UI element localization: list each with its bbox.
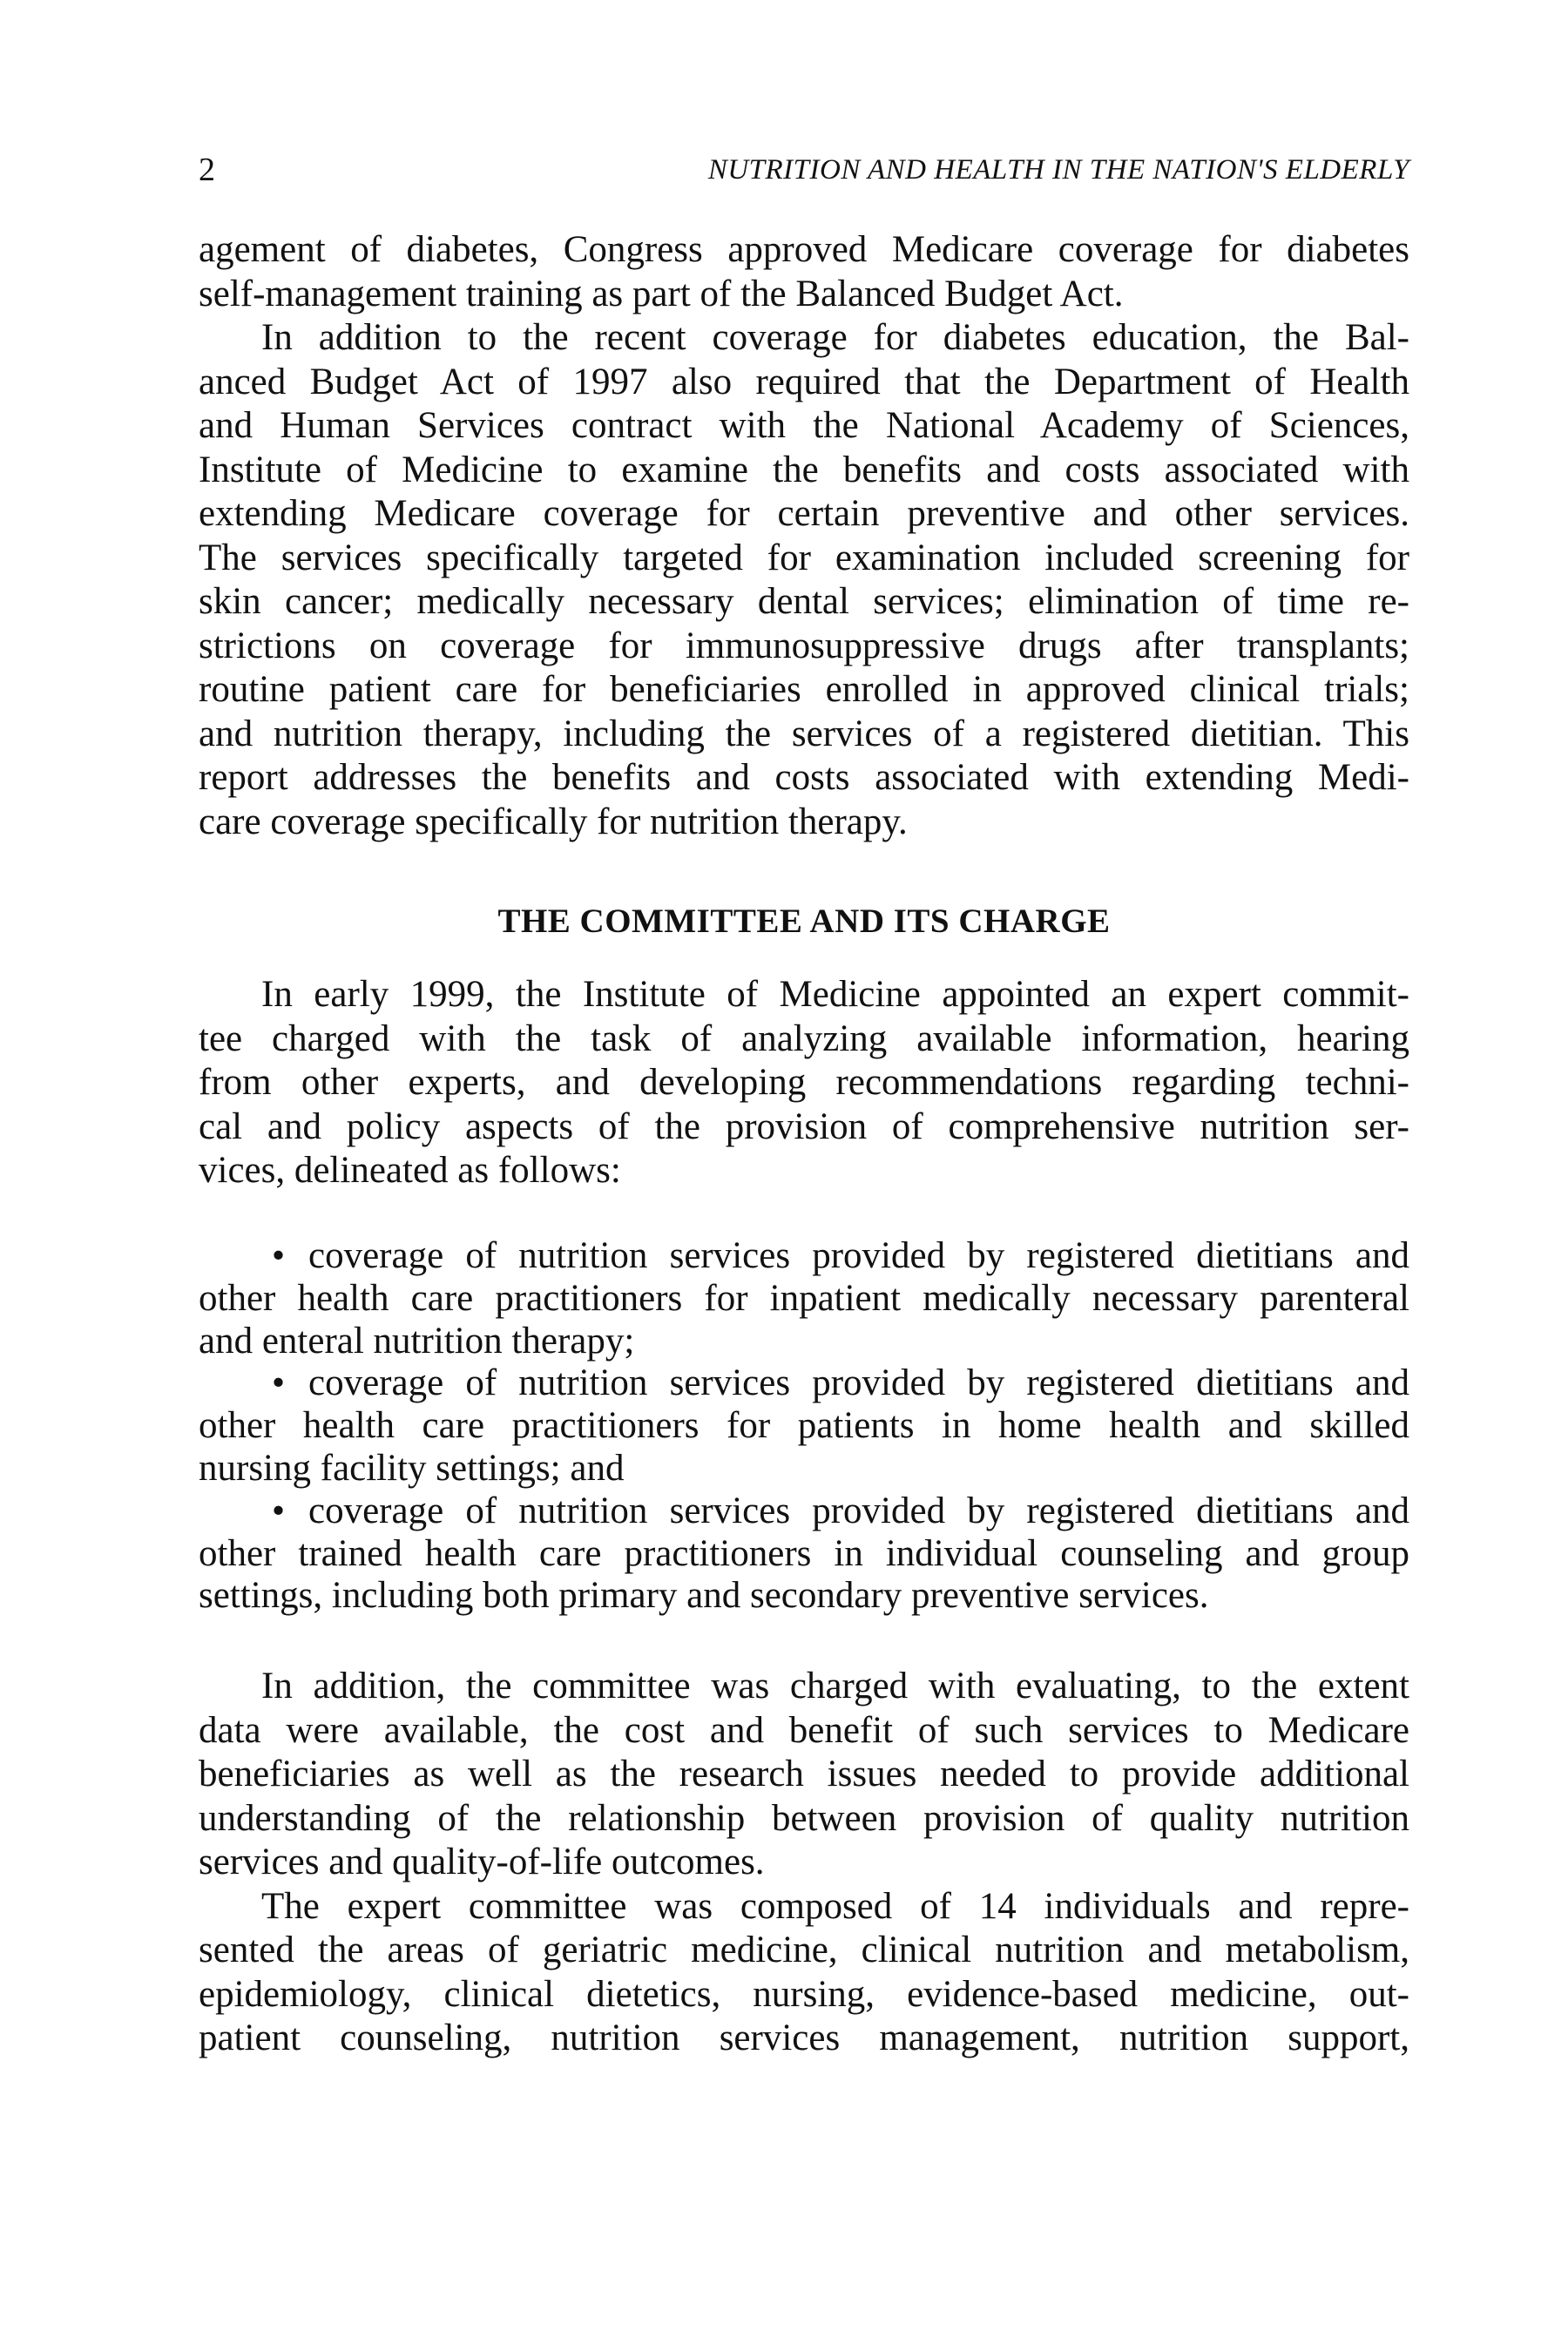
text-line: coverage of nutrition services provided by registered dietitians and xyxy=(308,1490,1409,1531)
bullet-icon: • xyxy=(272,1362,286,1404)
bullet-icon: • xyxy=(272,1490,286,1531)
text-line: and enteral nutrition therapy; xyxy=(199,1320,635,1362)
text-line: patient counseling, nutrition services management, nutrition support, xyxy=(199,2017,1409,2058)
text-line: other trained health care practitioners in individual counseling and group xyxy=(199,1532,1409,1574)
text-line: anced Budget Act of 1997 also required that the Department of Health xyxy=(199,361,1409,402)
paragraph xyxy=(199,1885,1409,2061)
text-line: report addresses the benefits and costs associated with extending Medi- xyxy=(199,757,1409,798)
list-item xyxy=(199,1490,1409,1618)
text-line: beneficiaries as well as the research issues needed to provide additional xyxy=(199,1754,1409,1794)
paragraph xyxy=(199,316,1409,844)
text-line: strictions on coverage for immunosuppressive drugs after transplants; xyxy=(199,625,1409,666)
text-line: data were available, the cost and benefit of such services to Medicare xyxy=(199,1709,1409,1751)
text-line: In early 1999, the Institute of Medicine appointed an expert commit- xyxy=(261,974,1409,1015)
charge-section xyxy=(199,973,1409,1193)
bullet-icon: • xyxy=(272,1235,286,1276)
text-line: settings, including both primary and secondary preventive services. xyxy=(199,1575,1209,1617)
text-line: In addition to the recent coverage for diabetes education, the Bal- xyxy=(261,317,1409,358)
text-line: nursing facility settings; and xyxy=(199,1447,625,1489)
text-line: routine patient care for beneficiaries enrolled in approved clinical trials; xyxy=(199,669,1409,710)
section-heading: THE COMMITTEE AND ITS CHARGE xyxy=(497,902,1111,940)
text-line: coverage of nutrition services provided by registered dietitians and xyxy=(308,1362,1409,1404)
text-line: cal and policy aspects of the provision of comprehensive nutrition ser- xyxy=(199,1105,1409,1147)
intro-section xyxy=(199,228,1409,844)
text-line: other health care practitioners for inpatient medically necessary parenteral xyxy=(199,1277,1409,1319)
text-line: vices, delineated as follows: xyxy=(199,1150,621,1191)
text-line: and nutrition therapy, including the services of a registered dietitian. This xyxy=(199,713,1409,754)
list-item xyxy=(199,1362,1409,1490)
text-line: epidemiology, clinical dietetics, nursing, evidence-based medicine, out- xyxy=(199,1973,1409,2015)
text-line: other health care practitioners for patients in home health and skilled xyxy=(199,1405,1409,1447)
text-line: care coverage specifically for nutrition therapy. xyxy=(199,801,908,842)
text-line: In addition, the committee was charged with evaluating, to the extent xyxy=(261,1666,1409,1707)
text-line: agement of diabetes, Congress approved Medicare coverage for diabetes xyxy=(199,229,1409,270)
text-line: understanding of the relationship between provision of quality nutrition xyxy=(199,1797,1409,1839)
text-line: The services specifically targeted for examination included screening for xyxy=(199,537,1409,578)
text-line: services and quality-of-life outcomes. xyxy=(199,1842,765,1882)
text-line: skin cancer; medically necessary dental services; elimination of time re- xyxy=(199,581,1409,622)
closing-section xyxy=(199,1665,1409,2061)
text-line: sented the areas of geriatric medicine, clinical nutrition and metabolism, xyxy=(199,1930,1409,1970)
text-line: self-management training as part of the Balanced Budget Act. xyxy=(199,273,1124,314)
page-number: 2 xyxy=(199,152,215,188)
text-line: from other experts, and developing recommendations regarding techni- xyxy=(199,1062,1409,1103)
text-line: Institute of Medicine to examine the benefits and costs associated with xyxy=(199,449,1409,490)
bullet-list xyxy=(199,1235,1409,1618)
running-title: NUTRITION AND HEALTH IN THE NATION'S ELDERLY xyxy=(707,154,1409,186)
paragraph xyxy=(199,973,1409,1193)
text-line: tee charged with the task of analyzing available information, hearing xyxy=(199,1017,1409,1059)
paragraph xyxy=(199,228,1409,316)
running-header xyxy=(199,148,1409,192)
text-line: coverage of nutrition services provided by registered dietitians and xyxy=(308,1235,1409,1276)
paragraph xyxy=(199,1665,1409,1885)
text-line: extending Medicare coverage for certain preventive and other services. xyxy=(199,493,1409,534)
text-line: The expert committee was composed of 14 individuals and repre- xyxy=(261,1885,1409,1927)
list-item xyxy=(199,1235,1409,1362)
text-line: and Human Services contract with the National Academy of Sciences, xyxy=(199,405,1409,446)
